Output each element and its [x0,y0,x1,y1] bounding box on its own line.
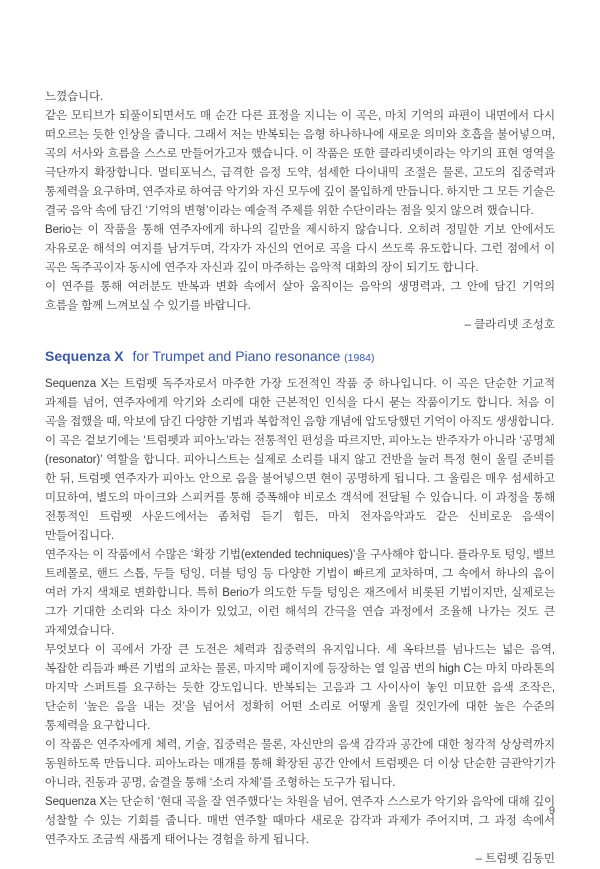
paragraph: 이 연주를 통해 여러분도 반복과 변화 속에서 살아 움직이는 음악의 생명력과, 그 안에 담긴 기억의 흐름을 함께 느껴보실 수 있기를 바랍니다. [45,281,555,312]
paragraph: Sequenza X는 트럼펫 독주자로서 마주한 가장 도전적인 작품 중 하나입니다. 이 곡은 단순한 기교적 과제를 넘어, 연주자에게 악기와 소리에 대한 근본적인 인식을 다시 묻는 작품이기도 합니다. 처음 이 곡을 접했을 때, 악보에 담긴 다양한 기법과 복합적인 음향 개념에 압도당했던 기억이 아직도 생생합니다. [45,378,555,428]
trumpet-program-note [45,375,555,869]
page-content [45,88,555,869]
clarinet-program-note [45,88,555,335]
paragraph: 무엇보다 이 곡에서 가장 큰 도전은 체력과 집중력의 유지입니다. 세 옥타브를 넘나드는 넓은 음역, 복잡한 리듬과 빠른 기법의 교차는 물론, 마지막 페이지에 등장하는 열 일곱 번의 high C는 마치 마라톤의 마지막 스퍼트를 요구하는 듯한 강도입니다. 반복되는 고음과 그 사이사이 놓인 미묘한 음색 조작은, 단순히 ‘높은 음을 내는 것’을 넘어서 정확히 어떤 소리로 어떻게 울릴 것인가에 대한 높은 수준의 통제력을 요구합니다. [45,644,555,732]
signature-clarinetist: – 클라리넷 조성호 [464,319,555,331]
piece-title: Sequenza X [45,348,124,364]
signature-trumpeter: – 트럼펫 김동민 [475,853,555,865]
piece-heading [45,347,555,368]
piece-year: (1984) [344,352,375,364]
paragraph: 이 작품은 연주자에게 체력, 기술, 집중력은 물론, 자신만의 음색 감각과 공간에 대한 청각적 상상력까지 동원하도록 만듭니다. 피아노라는 매개를 통해 확장된 공간 안에서 트럼펫은 더 이상 단순한 금관악기가 아니라, 진동과 공명, 숨결을 통해 ‘소리 자체’를 조형하는 도구가 됩니다. [45,739,555,789]
paragraph: 연주자는 이 작품에서 수많은 ‘확장 기법(extended techniques)’을 구사해야 합니다. 플라우토 텅잉, 밸브 트레몰로, 핸드 스톱, 두들 텅잉, 더블 텅잉 등 다양한 기법이 빠르게 교차하며, 그 속에서 하나의 음이 여러 가지 색채로 변화합니다. 특히 Berio가 의도한 두들 텅잉은 재즈에서 비롯된 기법이지만, 실제로는 그가 기대한 소리와 다소 차이가 있었고, 이런 해석의 간극을 연습 과정에서 조율해 나가는 것도 큰 과제였습니다. [45,549,555,637]
paragraph-carryover: 느꼈습니다. [45,91,104,103]
paragraph: Sequenza X는 단순히 ‘현대 곡을 잘 연주했다’는 차원을 넘어, 연주자 스스로가 악기와 음악에 대해 깊이 성찰할 수 있는 기회를 줍니다. 매번 연주할 때마다 새로운 감각과 과제가 주어지며, 그 과정 속에서 연주자도 조금씩 새롭게 태어나는 경험을 하게 됩니다. [45,796,555,846]
paragraph: Berio는 이 작품을 통해 연주자에게 하나의 길만을 제시하지 않습니다. 오히려 정밀한 기보 안에서도 자유로운 해석의 여지를 남겨두며, 각자가 자신의 언어로 곡을 다시 쓰도록 유도합니다. 그런 점에서 이 곡은 독주곡이자 동시에 연주자 자신과 깊이 마주하는 음악적 대화의 장이 되기도 합니다. [45,224,555,274]
page-number: 9 [548,805,555,817]
paragraph: 같은 모티브가 되풀이되면서도 매 순간 다른 표정을 지니는 이 곡은, 마치 기억의 파편이 내면에서 다시 떠오르는 듯한 인상을 줍니다. 그래서 저는 반복되는 음형 하나하나에 새로운 의미와 호흡을 불어넣으며, 곡의 서사와 흐름을 스스로 만들어가고자 했습니다. 이 작품은 또한 클라리넷이라는 악기의 표현 영역을 극단까지 확장합니다. 멀티포닉스, 급격한 음정 도약, 섬세한 다이내믹 조절은 물론, 고도의 집중력과 통제력을 요구하며, 연주자로 하여금 악기와 자신 모두에 깊이 몰입하게 만듭니다. 하지만 그 모든 기술은 결국 음악 속에 담긴 ‘기억의 변형’이라는 예술적 주제를 위한 수단이라는 점을 잊지 않으려 했습니다. [45,110,555,217]
paragraph: 이 곡은 겉보기에는 ‘트럼펫과 피아노’라는 전통적인 편성을 따르지만, 피아노는 반주자가 아니라 ‘공명체(resonator)’ 역할을 합니다. 피아니스트는 실제로 소리를 내지 않고 건반을 눌러 특정 현이 울릴 준비를 한 뒤, 트럼펫 연주자가 피아노 안으로 음을 불어넣으면 현이 공명하게 됩니다. 그 울림은 매우 섬세하고 미묘하여, 별도의 마이크와 스피커를 통해 증폭해야 비로소 객석에 전달될 수 있습니다. 이 과정을 통해 전통적인 트럼펫 사운드에서는 좀처럼 듣기 힘든, 마치 전자음악과도 같은 신비로운 음색이 만들어집니다. [45,435,555,542]
piece-subtitle: for Trumpet and Piano resonance [132,348,341,364]
